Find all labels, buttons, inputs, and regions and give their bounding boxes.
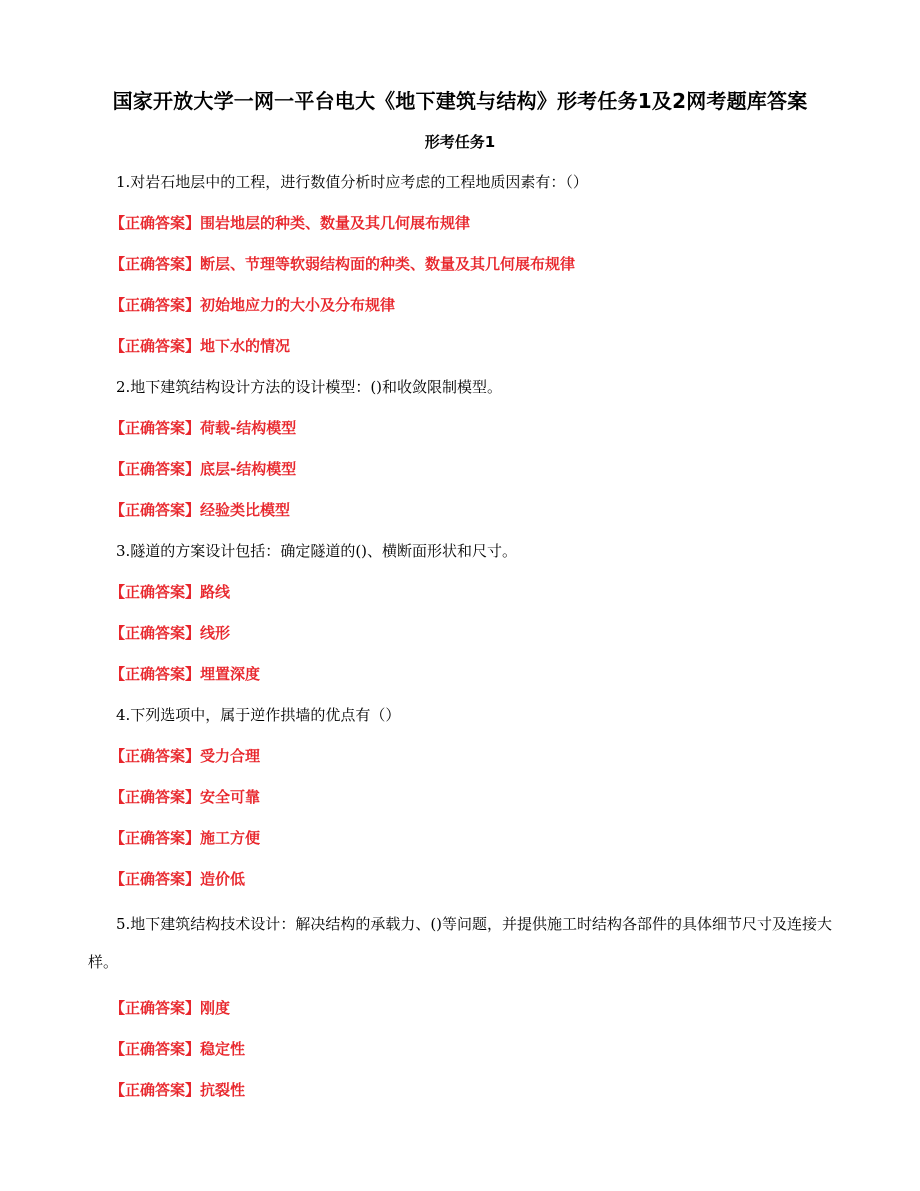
answer-item: 【正确答案】抗裂性 [110,1081,246,1099]
answer-item: 【正确答案】地下水的情况 [110,337,291,355]
question-2: 2.地下建筑结构设计方法的设计模型：()和收敛限制模型。 [116,378,503,396]
question-1: 1.对岩石地层中的工程，进行数值分析时应考虑的工程地质因素有：（） [116,173,588,191]
answer-item: 【正确答案】受力合理 [110,747,261,765]
answer-item: 【正确答案】荷载-结构模型 [110,419,297,437]
answer-item: 【正确答案】断层、节理等软弱结构面的种类、数量及其几何展布规律 [110,255,576,273]
answer-item: 【正确答案】稳定性 [110,1040,246,1058]
answer-item: 【正确答案】路线 [110,583,231,601]
answer-item: 【正确答案】刚度 [110,999,231,1017]
question-4: 4.下列选项中，属于逆作拱墙的优点有（） [116,706,401,724]
document-title: 国家开放大学一网一平台电大《地下建筑与结构》形考任务1及2网考题库答案 [112,89,808,113]
answer-item: 【正确答案】经验类比模型 [110,501,291,519]
question-list [88,167,840,1116]
answer-item: 【正确答案】施工方便 [110,829,261,847]
answer-item: 【正确答案】初始地应力的大小及分布规律 [110,296,396,314]
answer-item: 【正确答案】造价低 [110,870,246,888]
answer-item: 【正确答案】埋置深度 [110,665,261,683]
section-title: 形考任务1 [424,133,496,151]
question-3: 3.隧道的方案设计包括：确定隧道的()、横断面形状和尺寸。 [116,542,518,560]
answer-item: 【正确答案】围岩地层的种类、数量及其几何展布规律 [110,214,471,232]
answer-item: 【正确答案】底层-结构模型 [110,460,297,478]
answer-item: 【正确答案】线形 [110,624,231,642]
question-5: 5.地下建筑结构技术设计：解决结构的承载力、()等问题，并提供施工时结构各部件的具体细节尺寸及连接大样。 [88,915,833,971]
answer-item: 【正确答案】安全可靠 [110,788,261,806]
